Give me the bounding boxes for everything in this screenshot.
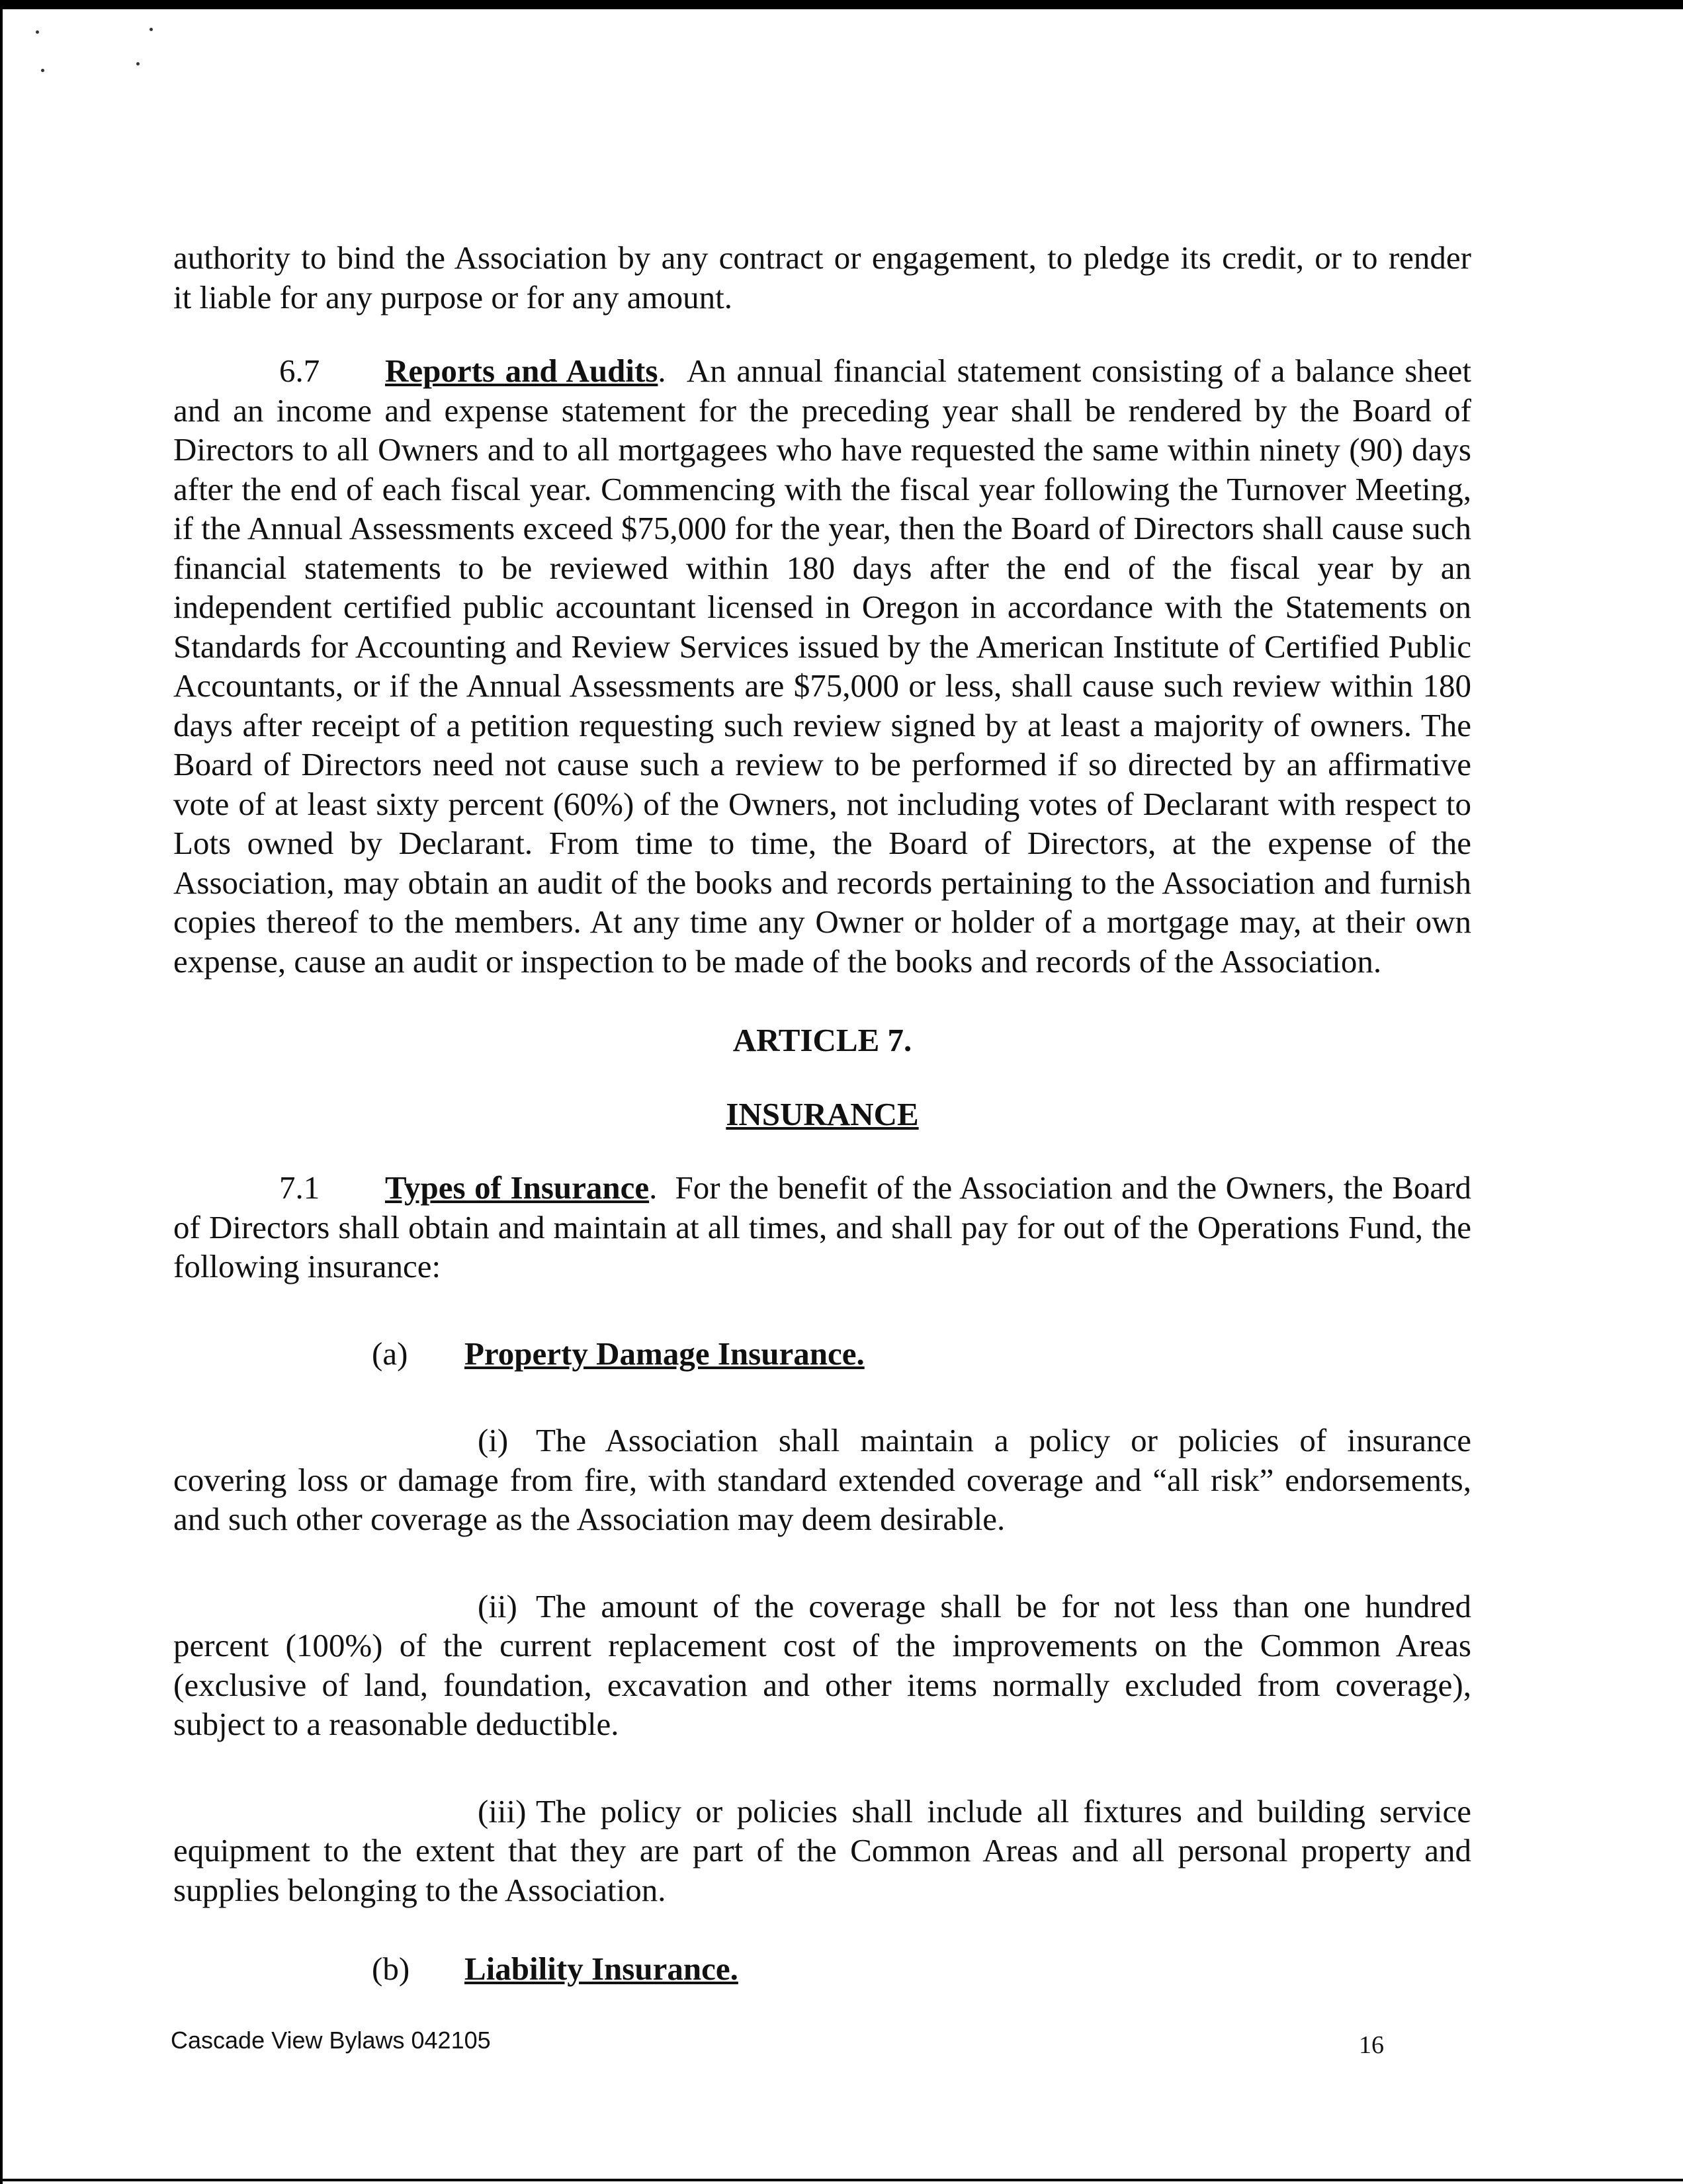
item-mark: (i)	[478, 1422, 509, 1458]
subsection-mark: (b)	[372, 1951, 410, 1987]
section-heading: Reports and Audits	[385, 353, 658, 389]
continuation-line-2: it liable for any purpose or for any amount.	[173, 278, 733, 315]
item-text: The policy or policies shall include all fixtures and building service equipment to the extent that they are part of the Common Areas and all personal property and supplies belonging to the Association.	[173, 1792, 1471, 1908]
subsection-heading: Property Damage Insurance.	[464, 1335, 865, 1372]
section-6-7: 6.7 Reports and Audits. An annual financial statement consisting of a balance sheet and an income and expense statement for the preceding year shall be rendered by the Board of Directors to all Owners and to all mortgagees who have requested the same within ninety (90) days after the end of each fiscal year. Commencing with the fiscal year following the Turnover Meeting, if the Annual Assessments exceed $75,000 for the year, then the Board of Directors shall cause such financial statements to be reviewed within 180 days after the end of the fiscal year by an independent certified public accountant licensed in Oregon in accordance with the Statements on Standards for Accounting and Review Services issued by the American Institute of Certified Public Accountants, or if the Annual Assessments are $75,000 or less, shall cause such review within 180 days after receipt of a petition requesting such review signed by at least a majority of owners. The Board of Directors need not cause such a review to be performed if so directed by an affirmative vote of at least sixty percent (60%) of the Owners, not including votes of Declarant with respect to Lots owned by Declarant. From time to time, the Board of Directors, at the expense of the Association, may obtain an audit of the books and records pertaining to the Association and furnish copies thereof to the members. At any time any Owner or holder of a mortgage may, at their own expense, cause an audit or inspection to be made of the books and records of the Association.	[173, 353, 1471, 980]
document-page	[173, 238, 1471, 1989]
scan-speck	[136, 62, 140, 65]
section-7-1: 7.1 Types of Insurance. For the benefit of the Association and the Owners, the Board of Directors shall obtain and maintain at all times, and shall pay for out of the Operations Fund, the following insurance:	[173, 1169, 1471, 1284]
article-title: INSURANCE	[726, 1095, 919, 1132]
section-body: An annual financial statement consisting of a balance sheet and an income and expense statement for the preceding year shall be rendered by the Board of Directors to all Owners and to all mortgagees who have requested the same within ninety (90) days after the end of each fiscal year. Commencing with the fiscal year following the Turnover Meeting, if the Annual Assessments exceed $75,000 for the year, then the Board of Directors shall cause such financial statements to be reviewed within 180 days after the end of the fiscal year by an independent certified public accountant licensed in Oregon in accordance with the Statements on Standards for Accounting and Review Services issued by the American Institute of Certified Public Accountants, or if the Annual Assessments are $75,000 or less, shall cause such review within 180 days after receipt of a petition requesting such review signed by at least a majority of owners. The Board of Directors need not cause such a review to be performed if so directed by an affirmative vote of at least sixty percent (60%) of the Owners, not including votes of Declarant with respect to Lots owned by Declarant. From time to time, the Board of Directors, at the expense of the Association, may obtain an audit of the books and records pertaining to the Association and furnish copies thereof to the members. At any time any Owner or holder of a mortgage may, at their own expense, cause an audit or inspection to be made of the books and records of the Association.	[173, 353, 1471, 980]
scan-top-border	[0, 0, 1683, 9]
item-ii	[173, 1587, 1471, 1744]
item-i	[173, 1421, 1471, 1539]
subsection-heading: Liability Insurance.	[464, 1951, 738, 1987]
article-label: ARTICLE 7.	[732, 1022, 912, 1058]
scan-left-border	[0, 0, 3, 2184]
continuation-line-1: authority to bind the Association by any contract or engagement, to pledge its credit, or to render	[173, 239, 1471, 276]
item-mark: (ii)	[478, 1587, 517, 1624]
scan-speck	[41, 69, 44, 72]
item-text: The amount of the coverage shall be for not less than one hundred percent (100%) of the current replacement cost of the improvements on the Common Areas (exclusive of land, foundation, excavation and other items normally excluded from coverage), subject to a reasonable deductible.	[173, 1587, 1471, 1742]
item-text: The Association shall maintain a policy or policies of insurance covering loss or damage from fire, with standard extended coverage and “all risk” endorsements, and such other coverage as the Association may deem desirable.	[173, 1422, 1471, 1537]
section-heading: Types of Insurance	[385, 1169, 650, 1206]
footer-page-number: 16	[1359, 2031, 1384, 2059]
subsection-mark: (a)	[372, 1335, 408, 1372]
scan-speck	[36, 30, 39, 34]
scan-speck	[150, 28, 153, 31]
subsection-b	[173, 1949, 1471, 1989]
footer-document-name: Cascade View Bylaws 042105	[171, 2027, 491, 2054]
section-body: For the benefit of the Association and the Owners, the Board of Directors shall obtain and maintain at all times, and shall pay for out of the Operations Fund, the following insurance:	[173, 1169, 1471, 1284]
subsection-a	[173, 1334, 1471, 1374]
item-mark: (iii)	[478, 1792, 527, 1829]
scan-bottom-border	[0, 2179, 1683, 2181]
section-number: 6.7	[279, 353, 320, 389]
section-number: 7.1	[279, 1169, 320, 1206]
item-iii	[173, 1792, 1471, 1910]
